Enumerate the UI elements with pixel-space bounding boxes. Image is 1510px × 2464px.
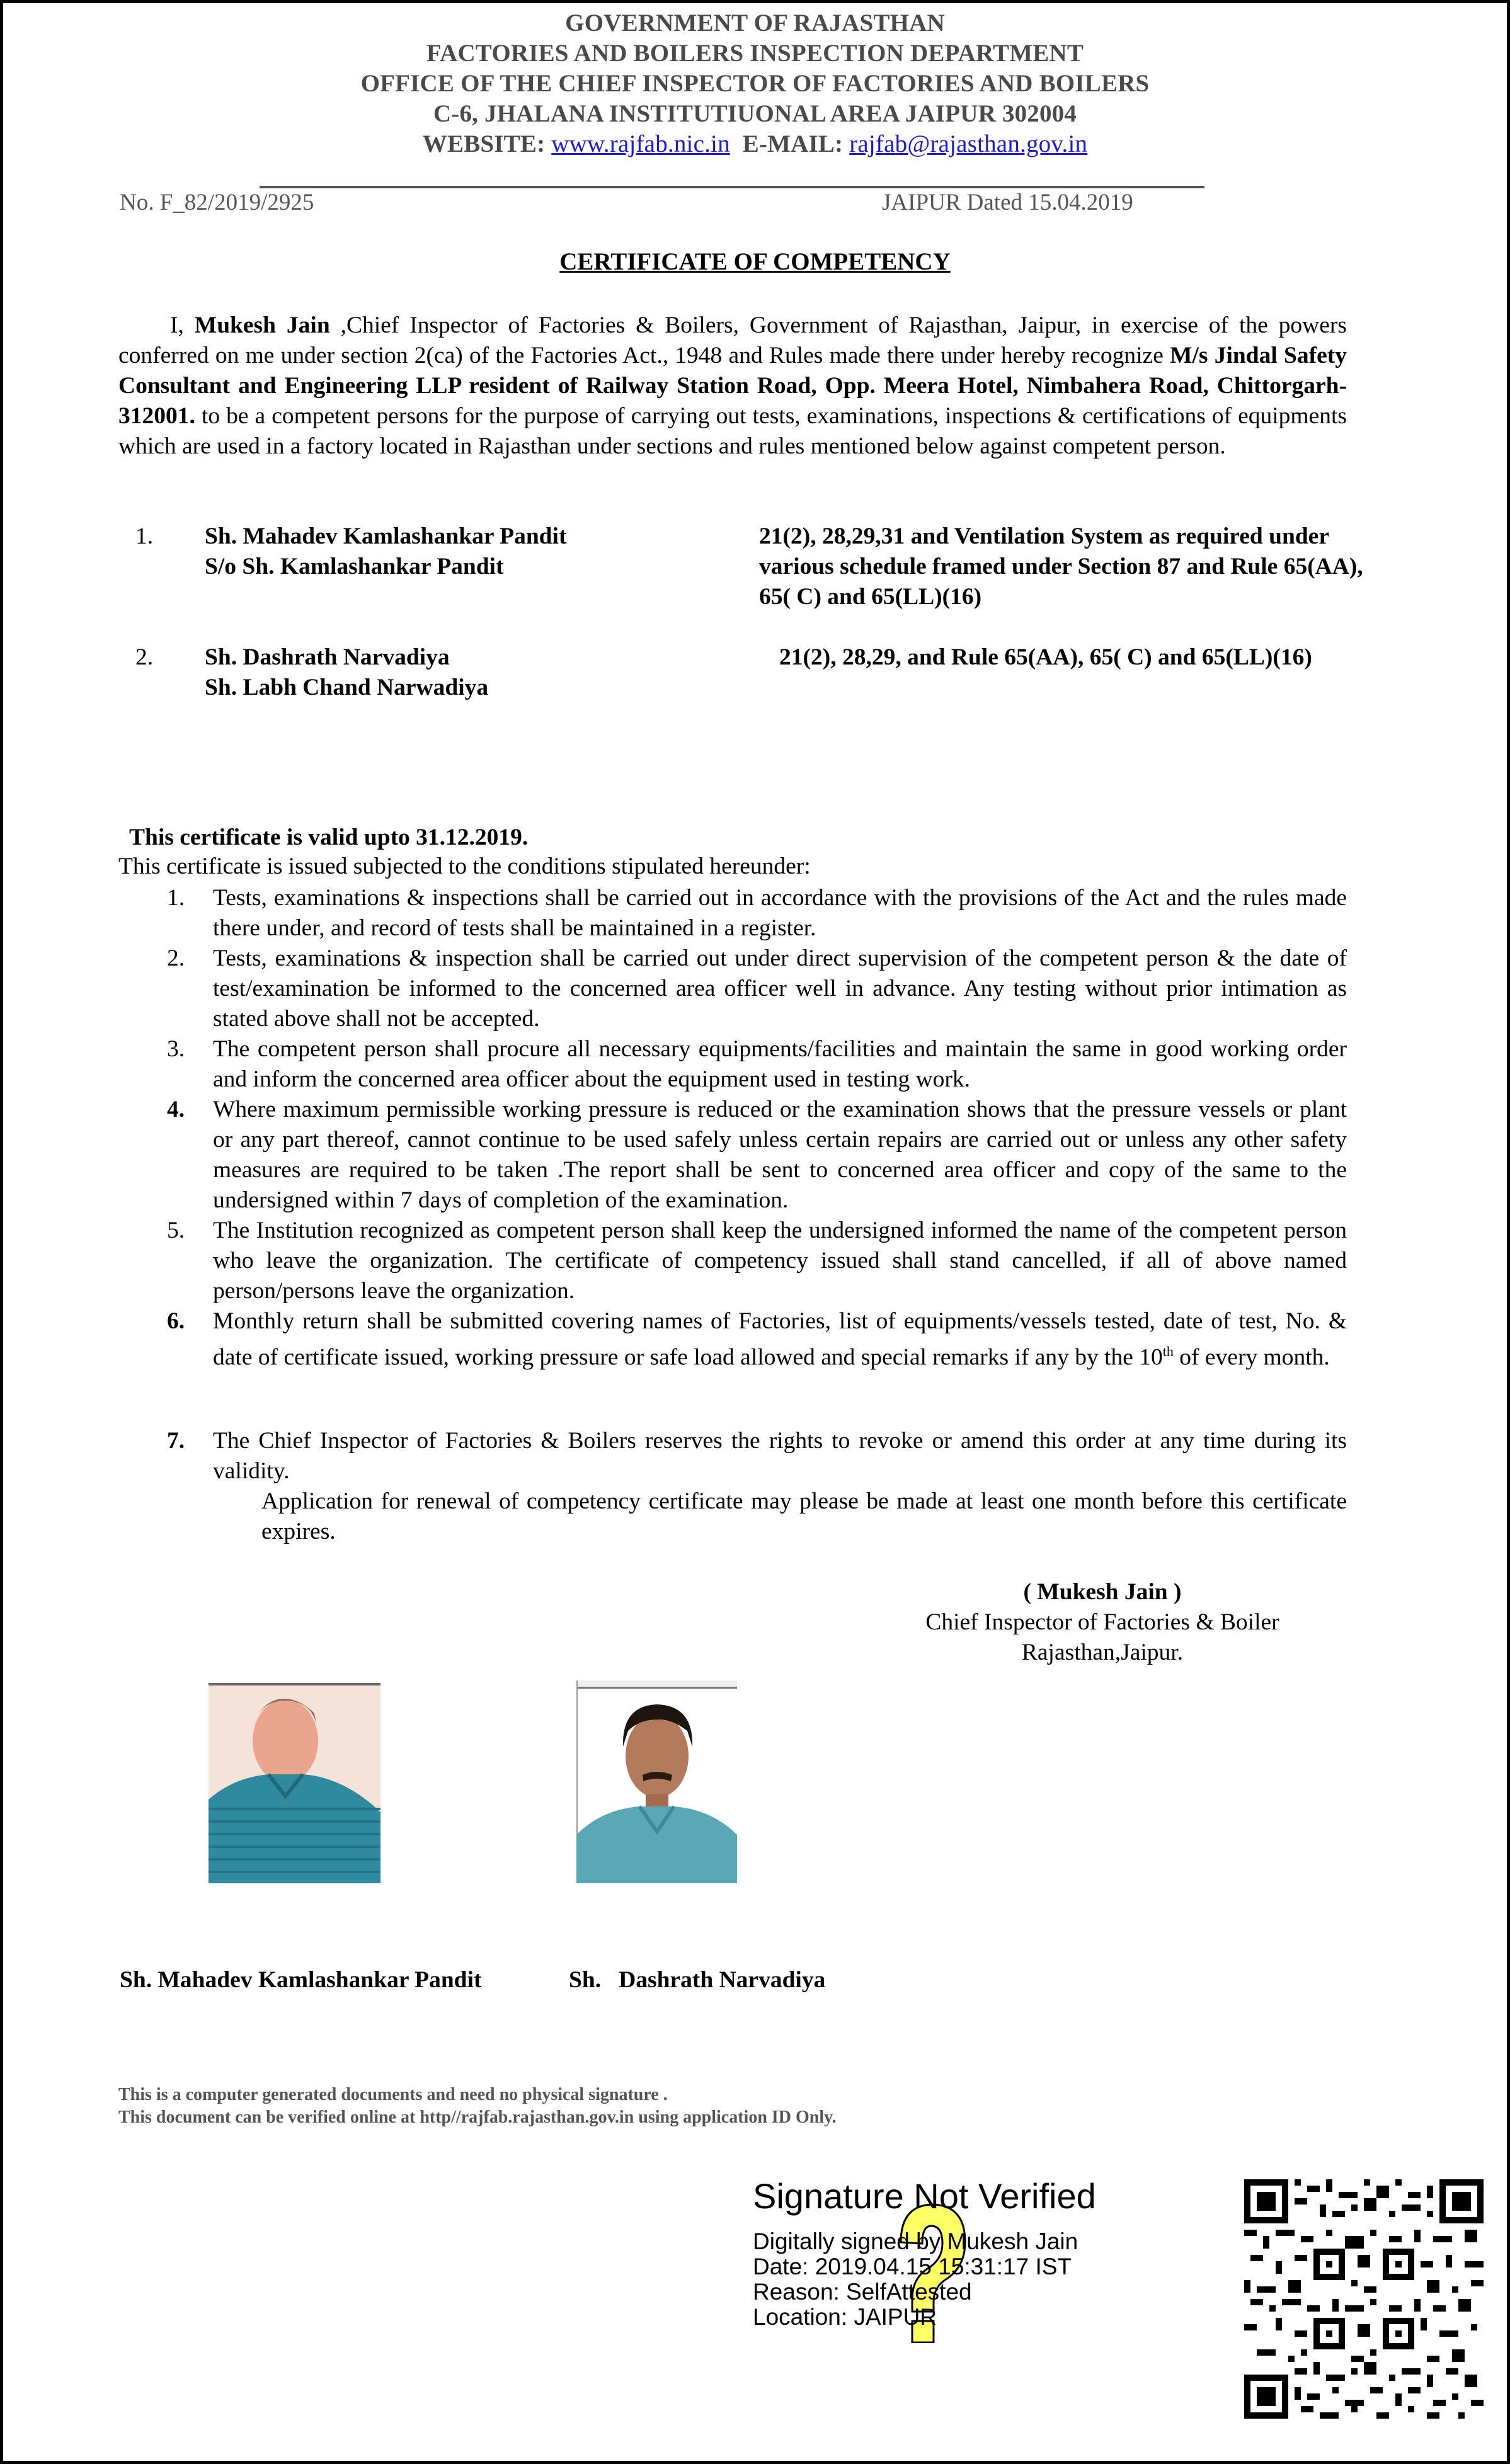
signatory-designation: Chief Inspector of Factories & Boiler [925,1609,1279,1635]
verification-note: This document can be verified online at http//rajfab.rajasthan.gov.in using application ID Only. [118,2108,837,2127]
person-name-2: Sh. Labh Chand Narwadiya [205,675,489,700]
person-name: Sh. Mahadev Kamlashankar Pandit [205,523,567,549]
conditions-intro: This certificate is issued subjected to the conditions stipulated hereunder: [118,853,811,879]
email-link[interactable]: rajfab@rajasthan.gov.in [849,130,1088,157]
reference-number: No. F_82/2019/2925 [120,190,314,215]
condition-item: The Chief Inspector of Factories & Boilers reserves the rights to revoke or amend this order at any time during its validity. [213,1428,1347,1484]
person-scope: 21(2), 28,29, and Rule 65(AA), 65( C) and 65(LL)(16) [779,644,1312,670]
validity-statement: This certificate is valid upto 31.12.2019. [129,824,529,850]
condition-item: Where maximum permissible working pressure is reduced or the examination shows that the pressure vessels or plant or any part thereof, cannot continue to be used safely unless certain repairs are carried out or unless any other safety measures are required to be taken .The report shall be sent to concerned area officer and copy of the same to the undersigned within 7 days of completion of the examination. [213,1097,1347,1213]
signatory-location: Rajasthan,Jaipur. [1021,1640,1184,1665]
website-link[interactable]: www.rajfab.nic.in [551,130,730,157]
issuer-name: Mukesh Jain [194,312,330,338]
person-name: Sh. Dashrath Narvadiya [205,644,450,670]
signature-location: Location: JAIPUR [753,2304,937,2330]
renewal-note: Application for renewal of competency certificate may please be made at least one month before this certificate expires. [261,1488,1347,1544]
digital-signature-stamp[interactable] [753,2176,1156,2340]
signatory-name: ( Mukesh Jain ) [1023,1579,1182,1605]
computer-generated-note: This is a computer generated documents and need no physical signature . [118,2085,668,2104]
photo-dashrath-narvadiya [576,1680,737,1883]
signature-reason: Reason: SelfAttested [753,2279,972,2305]
letterhead-address: C-6, JHALANA INSTITUTIUONAL AREA JAIPUR 302004 [433,100,1077,127]
letterhead-department: FACTORIES AND BOILERS INSPECTION DEPARTMENT [426,40,1084,67]
letterhead-contact [0,130,1510,158]
photo-caption-2: Sh. Dashrath Narvadiya [569,1967,826,1993]
signed-by: Digitally signed by Mukesh Jain [753,2228,1078,2254]
signature-date: Date: 2019.04.15 15:31:17 IST [753,2254,1072,2279]
photo-caption-1: Sh. Mahadev Kamlashankar Pandit [120,1967,482,1993]
place-date: JAIPUR Dated 15.04.2019 [882,190,1133,215]
person-photo-icon [576,1680,737,1883]
header-divider [260,186,1204,188]
letterhead-office: OFFICE OF THE CHIEF INSPECTOR OF FACTORIES AND BOILERS [360,70,1150,97]
person-parent: S/o Sh. Kamlashankar Pandit [205,554,504,579]
intro-paragraph: I, Mukesh Jain ,Chief Inspector of Factories & Boilers, Government of Rajasthan, Jaipur, in exercise of the powers conferred on me under section 2(ca) of the Factories Act., 1948 and Rules made there under hereby recognize M/s Jindal Safety Consultant and Engineering LLP resident of Railway Station Road, Opp. Meera Hotel, Nimbahera Road, Chittorgarh- 312001. to be a competent persons for the purpose of carrying out tests, examinations, inspections & certifications of equipments which are used in a factory located in Rajasthan under sections and rules mentioned below against competent person. [118,312,1347,459]
qr-code[interactable] [1244,2179,1484,2419]
person-scope: 21(2), 28,29,31 and Ventilation System as required under [759,523,1329,549]
condition-item: The Institution recognized as competent person shall keep the undersigned informed the name of the competent person who leave the organization. The certificate of competency issued shall stand cancelled, if all of above named person/persons leave the organization. [213,1218,1347,1304]
qr-code-icon [1244,2179,1484,2419]
person-photo-icon [209,1683,380,1883]
certificate-title: CERTIFICATE OF COMPETENCY [559,248,951,275]
letterhead-government: GOVERNMENT OF RAJASTHAN [565,9,945,37]
signature-status: Signature Not Verified [753,2176,1096,2216]
photo-mahadev-pandit [209,1683,380,1883]
condition-item: Monthly return shall be submitted covering names of Factories, list of equipments/vessels tested, date of test, No. & date of certificate issued, working pressure or safe load allowed and special remarks if any by the 10th of every month. [213,1308,1347,1371]
website-label: WEBSITE: [422,130,546,157]
firm-name: M/s Jindal Safety Consultant and Engineering LLP resident of Railway Station Road, Opp. Meera Hotel, Nimbahera Road, Chittorgarh- 312001. [118,343,1347,429]
condition-item: Tests, examinations & inspection shall be carried out under direct supervision of the competent person & the date of test/examination be informed to the concerned area officer well in advance. Any testing without prior intimation as stated above shall not be accepted. [213,945,1347,1032]
condition-item: The competent person shall procure all necessary equipments/facilities and maintain the same in good working order and inform the concerned area officer about the equipment used in testing work. [213,1036,1347,1092]
condition-item: Tests, examinations & inspections shall be carried out in accordance with the provisions of the Act and the rules made there under, and record of tests shall be maintained in a register. [213,885,1347,941]
email-label: E-MAIL: [742,130,844,157]
